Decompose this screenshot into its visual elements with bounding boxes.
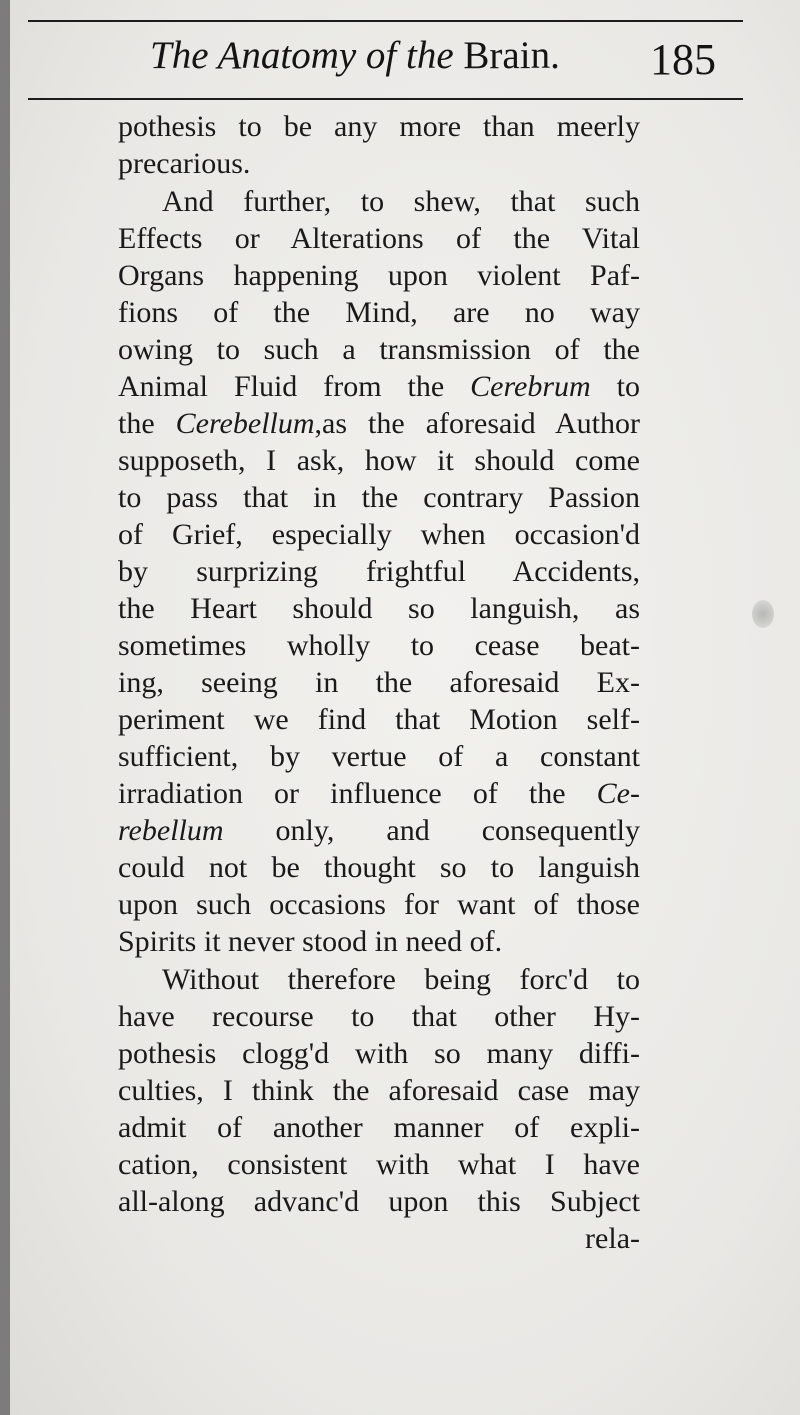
text-run: only, and consequently	[223, 814, 640, 847]
text-run: ,as the aforesaid Author	[314, 407, 640, 440]
header-rule-top	[28, 20, 743, 22]
text-line: fions of the Mind, are no way	[118, 296, 640, 329]
italic-term: Ce-	[596, 777, 640, 810]
text-run: the	[118, 407, 176, 440]
text-line: sufficient, by vertue of a constant	[118, 740, 640, 773]
running-head	[150, 30, 560, 82]
text-line: Without therefore being forc'd to	[162, 963, 640, 996]
book-page	[10, 0, 800, 1415]
text-line: cation, consistent with what I have	[118, 1148, 640, 1181]
page-number: 185	[650, 35, 716, 84]
text-line: periment we find that Motion self-	[118, 703, 640, 736]
text-line: culties, I think the aforesaid case may	[118, 1074, 640, 1107]
running-head-italic: The Anatomy of the	[150, 34, 454, 77]
text-line	[118, 812, 640, 849]
text-line: precarious.	[118, 147, 251, 180]
text-run: irradiation or influence of the	[118, 777, 597, 810]
text-line: owing to such a transmission of the	[118, 333, 640, 366]
text-line: pothesis clogg'd with so many diffi-	[118, 1037, 640, 1070]
text-line: Effects or Alterations of the Vital	[118, 222, 640, 255]
italic-term: rebellum	[118, 814, 224, 847]
text-line: admit of another manner of expli-	[118, 1111, 640, 1144]
text-line	[118, 405, 640, 442]
text-line: upon such occasions for want of those	[118, 888, 640, 921]
text-line: rela-	[585, 1222, 640, 1255]
text-line: supposeth, I ask, how it should come	[118, 444, 640, 477]
text-run: Animal Fluid from the	[118, 370, 471, 403]
text-line	[118, 775, 640, 812]
italic-term: Cerebrum	[470, 370, 591, 403]
text-line: of Grief, especially when occasion'd	[118, 518, 640, 551]
text-line	[118, 368, 640, 405]
text-line: Spirits it never stood in need of.	[118, 925, 503, 958]
text-run: to	[590, 370, 640, 403]
running-head-roman: Brain.	[463, 34, 560, 77]
text-line: sometimes wholly to cease beat-	[118, 629, 640, 662]
italic-term: Cerebellum	[175, 407, 315, 440]
text-line: to pass that in the contrary Passion	[118, 481, 640, 514]
text-line: pothesis to be any more than meerly	[118, 110, 640, 143]
text-line: by surprizing frightful Accidents,	[118, 555, 640, 588]
paper-hole	[752, 600, 774, 628]
text-line: all-along advanc'd upon this Subject	[118, 1185, 640, 1218]
text-line: Organs happening upon violent Paf-	[118, 259, 640, 292]
header-rule-bottom	[28, 98, 743, 100]
body-text	[118, 108, 640, 1257]
text-line: And further, to shew, that such	[162, 185, 640, 218]
text-line: have recourse to that other Hy-	[118, 1000, 640, 1033]
text-line: could not be thought so to languish	[118, 851, 640, 884]
text-line: ing, seeing in the aforesaid Ex-	[118, 666, 640, 699]
text-line: the Heart should so languish, as	[118, 592, 640, 625]
